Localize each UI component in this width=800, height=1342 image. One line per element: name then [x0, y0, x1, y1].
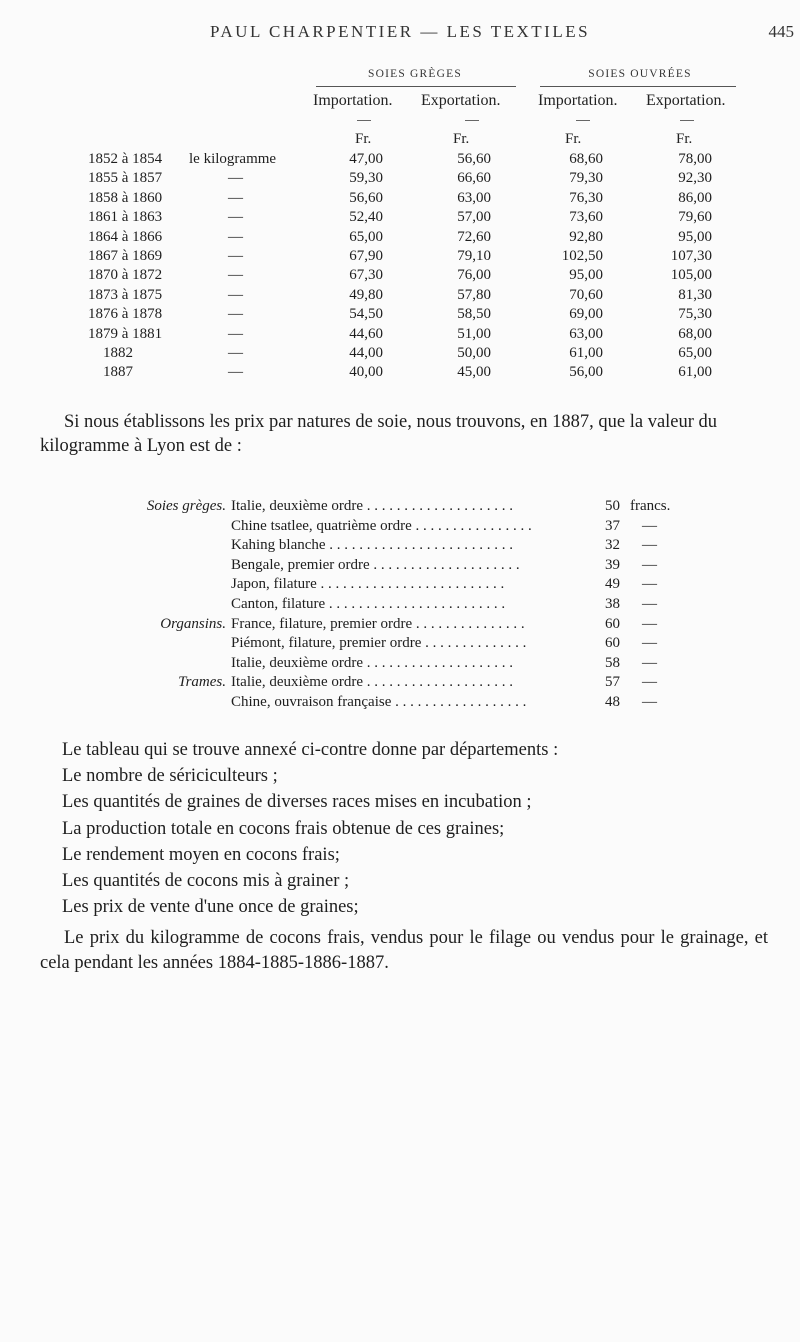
row-value: 50,00 — [457, 345, 491, 361]
row-unit: — — [228, 306, 243, 323]
row-value: 67,90 — [349, 248, 383, 264]
row-value: 49,80 — [349, 286, 383, 303]
price-description: Chine, ouvraison française . . . . . . . . . . . . . . . . . . — [231, 694, 527, 710]
row-period: 1870 à 1872 — [88, 267, 163, 284]
price-list-item — [0, 498, 800, 518]
row-unit: — — [228, 189, 243, 206]
price-unit: — — [642, 596, 657, 612]
group-rule — [540, 86, 736, 87]
row-period: 1852 à 1854 — [88, 151, 163, 167]
price-unit: — — [642, 517, 657, 534]
price-category: Trames. — [178, 674, 226, 691]
column-header: Exportation. — [646, 92, 726, 109]
row-value: 68,60 — [569, 151, 603, 167]
row-value: 58,50 — [457, 306, 491, 323]
row-value: 59,30 — [349, 170, 383, 187]
row-unit: — — [228, 228, 243, 245]
table-row — [0, 248, 800, 267]
price-category: Organsins. — [160, 615, 226, 632]
price-list-item — [0, 576, 800, 596]
price-list-item — [0, 655, 800, 675]
row-value: 79,60 — [678, 209, 712, 226]
price-list-item — [0, 694, 800, 714]
group-header-soies-ouvrees: SOIES OUVRÉES — [588, 68, 692, 80]
row-value: 75,30 — [678, 306, 712, 323]
table-row — [0, 229, 800, 248]
row-value: 47,00 — [349, 151, 383, 167]
row-unit: — — [228, 325, 243, 342]
row-value: 61,00 — [569, 345, 603, 361]
row-value: 57,00 — [457, 209, 491, 226]
annex-list-line: La production totale en cocons frais obtenue de ces graines; — [62, 818, 505, 839]
table-row — [0, 151, 800, 170]
row-value: 56,00 — [569, 364, 603, 381]
price-unit: — — [642, 635, 657, 652]
table-row — [0, 287, 800, 306]
annex-list-line: Le nombre de sériciculteurs ; — [62, 766, 278, 787]
price-description: France, filature, premier ordre . . . . . . . . . . . . . . . — [231, 615, 525, 632]
row-value: 65,00 — [349, 228, 383, 245]
row-period: 1873 à 1875 — [88, 286, 163, 303]
running-header — [0, 22, 800, 46]
row-value: 63,00 — [457, 189, 491, 206]
row-value: 81,30 — [678, 286, 712, 303]
row-period: 1882 — [103, 345, 133, 361]
price-list-item — [0, 674, 800, 694]
table-row — [0, 209, 800, 228]
row-value: 67,30 — [349, 267, 383, 284]
price-value: 60 — [605, 635, 620, 652]
price-value: 58 — [605, 654, 620, 671]
column-dash — [357, 120, 371, 121]
price-description: Italie, deuxième ordre . . . . . . . . . . . . . . . . . . . . — [231, 654, 514, 671]
price-list-item — [0, 557, 800, 577]
group-header-soies-greges: SOIES GRÈGES — [368, 68, 462, 80]
price-unit: — — [642, 576, 657, 593]
price-unit: — — [642, 537, 657, 554]
row-value: 95,00 — [569, 267, 603, 284]
row-value: 65,00 — [678, 345, 712, 361]
row-unit: — — [228, 267, 243, 284]
row-unit: — — [228, 209, 243, 226]
row-value: 76,30 — [569, 189, 603, 206]
row-value: 44,60 — [349, 325, 383, 342]
row-value: 92,30 — [678, 170, 712, 187]
row-value: 45,00 — [457, 364, 491, 381]
price-list-item — [0, 596, 800, 616]
row-value: 68,00 — [678, 325, 712, 342]
price-value: 37 — [605, 517, 620, 534]
price-description: Italie, deuxième ordre . . . . . . . . . . . . . . . . . . . . — [231, 498, 514, 514]
price-description: Japon, filature . . . . . . . . . . . . . . . . . . . . . . . . . — [231, 576, 505, 593]
column-dash — [576, 120, 590, 121]
column-header: Importation. — [538, 92, 618, 109]
price-description: Piémont, filature, premier ordre . . . . . . . . . . . . . . — [231, 635, 527, 652]
row-value: 56,60 — [457, 151, 491, 167]
row-period: 1887 — [103, 364, 133, 381]
row-period: 1861 à 1863 — [88, 209, 163, 226]
row-unit: le kilogramme — [189, 151, 277, 167]
row-value: 54,50 — [349, 306, 383, 323]
row-value: 61,00 — [678, 364, 712, 381]
row-unit: — — [228, 170, 243, 187]
row-period: 1867 à 1869 — [88, 248, 163, 264]
table-row — [0, 190, 800, 209]
price-value: 50 — [605, 498, 620, 514]
price-description: Italie, deuxième ordre . . . . . . . . . . . . . . . . . . . . — [231, 674, 514, 691]
row-value: 95,00 — [678, 228, 712, 245]
final-paragraph: Le prix du kilogramme de cocons frais, vendus pour le filage ou vendus pour le grainage, et cela pendant les années 1884-1885-1886-1887. — [40, 928, 768, 973]
row-period: 1879 à 1881 — [88, 325, 163, 342]
price-unit: — — [642, 556, 657, 573]
row-value: 63,00 — [569, 325, 603, 342]
row-value: 92,80 — [569, 228, 603, 245]
group-rule — [316, 86, 516, 87]
row-value: 70,60 — [569, 286, 603, 303]
price-list-item — [0, 518, 800, 538]
row-value: 69,00 — [569, 306, 603, 323]
column-header: Exportation. — [421, 92, 501, 109]
price-unit: — — [642, 654, 657, 671]
price-value: 38 — [605, 596, 620, 612]
row-period: 1858 à 1860 — [88, 189, 163, 206]
annex-list-line: Les quantités de graines de diverses races mises en incubation ; — [62, 792, 532, 813]
header-title: PAUL CHARPENTIER — LES TEXTILES — [210, 22, 591, 41]
table-row — [0, 267, 800, 286]
price-list-item — [0, 635, 800, 655]
row-value: 44,00 — [349, 345, 383, 361]
price-value: 48 — [605, 694, 620, 710]
row-period: 1876 à 1878 — [88, 306, 163, 323]
annex-list-line: Le rendement moyen en cocons frais; — [62, 844, 340, 865]
row-unit: — — [228, 248, 243, 264]
price-list-item — [0, 616, 800, 636]
unit-label: Fr. — [355, 131, 372, 147]
price-unit: francs. — [630, 498, 671, 514]
row-value: 40,00 — [349, 364, 383, 381]
price-category: Soies grèges. — [146, 498, 226, 514]
price-value: 49 — [605, 576, 620, 593]
unit-label: Fr. — [453, 131, 470, 147]
row-unit: — — [228, 364, 243, 381]
price-description: Bengale, premier ordre . . . . . . . . . . . . . . . . . . . . — [231, 556, 520, 573]
row-value: 86,00 — [678, 189, 712, 206]
price-description: Kahing blanche . . . . . . . . . . . . . . . . . . . . . . . . . — [231, 537, 514, 554]
row-period: 1864 à 1866 — [88, 228, 163, 245]
unit-label: Fr. — [565, 131, 582, 147]
row-period: 1855 à 1857 — [88, 170, 163, 187]
intro-paragraph: Si nous établissons les prix par natures de soie, nous trouvons, en 1887, que la valeur du kilogramme à Lyon est de : — [40, 412, 718, 456]
row-unit: — — [228, 345, 243, 361]
column-header: Importation. — [313, 92, 393, 109]
row-value: 57,80 — [457, 286, 491, 303]
price-unit: — — [642, 674, 657, 691]
row-value: 102,50 — [561, 248, 603, 264]
row-value: 66,60 — [457, 170, 491, 187]
unit-label: Fr. — [676, 131, 693, 147]
annex-list-line: Les quantités de cocons mis à grainer ; — [62, 871, 350, 891]
column-dash — [680, 120, 694, 121]
table-row — [0, 345, 800, 364]
row-value: 72,60 — [457, 228, 491, 245]
page-number: 445 — [768, 22, 794, 41]
price-value: 39 — [605, 556, 620, 573]
column-dash — [465, 120, 479, 121]
row-value: 79,10 — [457, 248, 491, 264]
price-unit: — — [642, 615, 657, 632]
row-value: 76,00 — [457, 267, 491, 284]
row-value: 79,30 — [569, 170, 603, 187]
row-value: 56,60 — [349, 189, 383, 206]
row-value: 73,60 — [569, 209, 603, 226]
price-description: Chine tsatlee, quatrième ordre . . . . . . . . . . . . . . . . — [231, 517, 532, 534]
price-list-item — [0, 537, 800, 557]
price-value: 32 — [605, 537, 620, 554]
annex-list-line: Les prix de vente d'une once de graines; — [62, 897, 359, 918]
row-value: 107,30 — [670, 248, 712, 264]
price-unit: — — [642, 694, 657, 710]
row-value: 105,00 — [670, 267, 712, 284]
table-row — [0, 170, 800, 189]
row-value: 52,40 — [349, 209, 383, 226]
row-value: 78,00 — [678, 151, 712, 167]
table-row — [0, 364, 800, 383]
row-value: 51,00 — [457, 325, 491, 342]
price-value: 57 — [605, 674, 620, 691]
row-unit: — — [228, 286, 243, 303]
price-description: Canton, filature . . . . . . . . . . . . . . . . . . . . . . . . — [231, 596, 506, 612]
table-row — [0, 306, 800, 325]
annex-intro-line: Le tableau qui se trouve annexé ci-contre donne par départements : — [62, 740, 559, 760]
price-value: 60 — [605, 615, 620, 632]
table-row — [0, 326, 800, 345]
